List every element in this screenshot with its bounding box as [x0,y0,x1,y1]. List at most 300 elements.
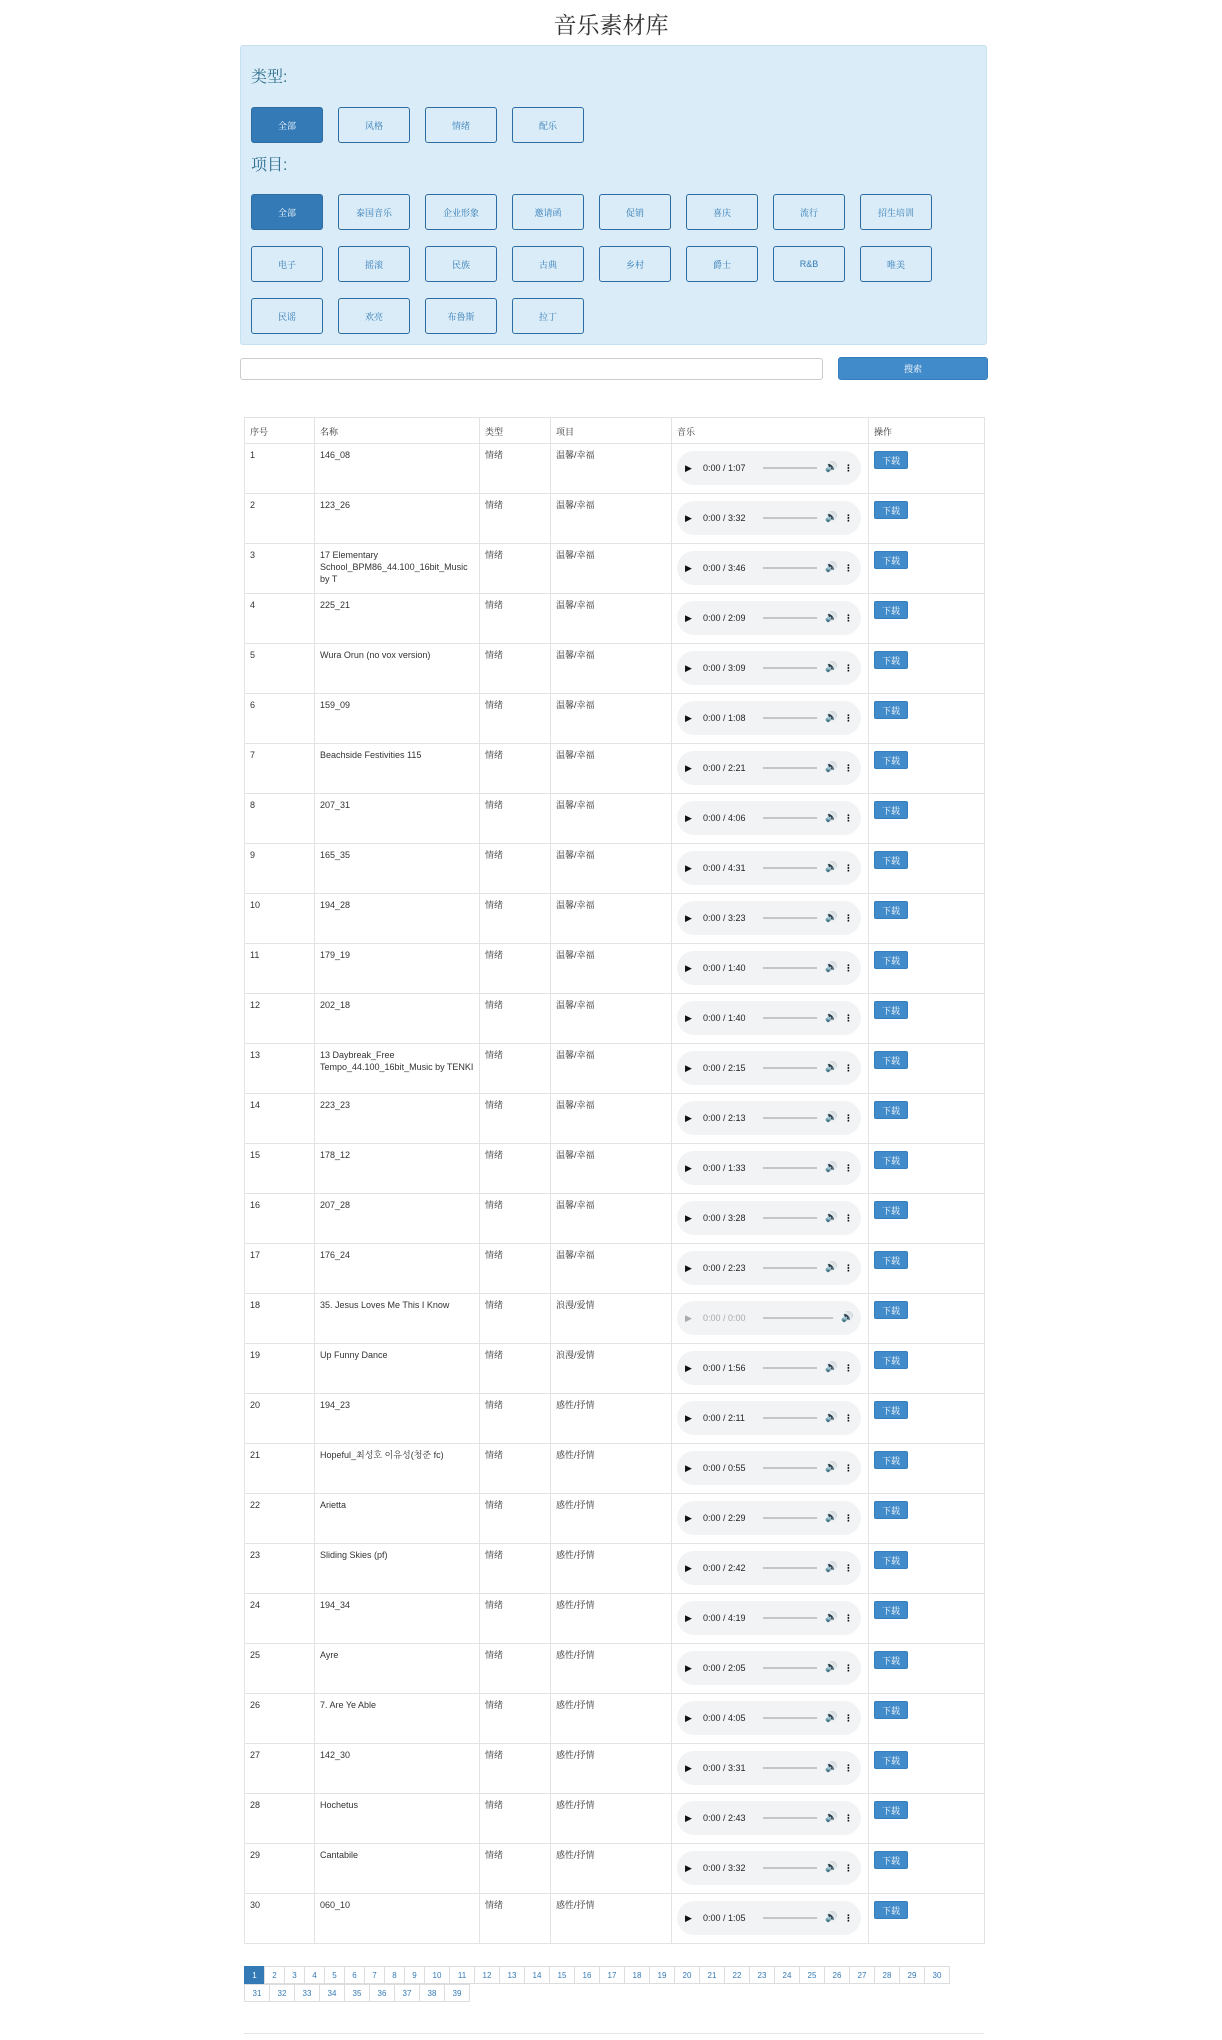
volume-icon[interactable]: 🔊 [825,512,838,523]
volume-icon[interactable]: 🔊 [825,1012,838,1023]
page-link[interactable]: 17 [599,1966,625,1984]
download-button[interactable]: 下载 [874,1551,908,1569]
play-icon[interactable]: ▶ [685,1763,692,1773]
row-name: 146_08 [315,444,480,494]
row-action [869,1394,985,1444]
more-options-icon[interactable]: ⋮ [844,1713,853,1723]
page-link[interactable]: 32 [269,1984,295,2002]
audio-progress-track[interactable] [763,1617,817,1619]
page-link[interactable]: 10 [424,1966,450,1984]
volume-icon[interactable]: 🔊 [825,1812,838,1823]
audio-progress-track[interactable] [763,1517,817,1519]
audio-progress-track[interactable] [763,817,817,819]
download-button[interactable]: 下载 [874,1901,908,1919]
row-type: 情绪 [480,1544,551,1594]
page-link[interactable]: 14 [524,1966,550,1984]
download-button[interactable]: 下载 [874,951,908,969]
play-icon[interactable]: ▶ [685,1563,692,1573]
search-input[interactable] [240,358,823,380]
volume-icon[interactable]: 🔊 [825,1612,838,1623]
project-filter-chip[interactable]: 民族 [425,246,497,282]
audio-player[interactable] [677,1401,861,1435]
audio-player[interactable] [677,1751,861,1785]
volume-icon[interactable]: 🔊 [825,1512,838,1523]
more-options-icon[interactable]: ⋮ [844,813,853,823]
audio-player[interactable] [677,1501,861,1535]
audio-time: 0:00 / 1:07 [703,463,746,473]
row-music [672,694,869,744]
audio-progress-track[interactable] [763,1317,833,1319]
audio-progress-track[interactable] [763,1467,817,1469]
page-link[interactable]: 22 [724,1966,750,1984]
row-project: 温馨/幸福 [551,894,672,944]
page-link[interactable]: 25 [799,1966,825,1984]
download-button[interactable]: 下载 [874,751,908,769]
project-filter-chip[interactable]: 爵士 [686,246,758,282]
project-filter-chip[interactable]: 欢亮 [338,298,410,334]
page-link[interactable]: 36 [369,1984,395,2002]
audio-progress-track[interactable] [763,967,817,969]
download-button[interactable]: 下载 [874,1501,908,1519]
play-icon[interactable]: ▶ [685,1363,692,1373]
volume-icon[interactable]: 🔊 [825,1712,838,1723]
page-link[interactable]: 9 [404,1966,425,1984]
play-icon[interactable]: ▶ [685,763,692,773]
header-name: 名称 [315,418,480,444]
more-options-icon[interactable]: ⋮ [844,1013,853,1023]
audio-player[interactable] [677,1351,861,1385]
page-link[interactable]: 2 [264,1966,285,1984]
more-options-icon[interactable]: ⋮ [844,913,853,923]
volume-icon[interactable]: 🔊 [825,1362,838,1373]
download-button[interactable]: 下载 [874,1401,908,1419]
audio-progress-track[interactable] [763,1867,817,1869]
download-button[interactable]: 下载 [874,1601,908,1619]
page-link[interactable]: 16 [574,1966,600,1984]
page-link[interactable]: 21 [699,1966,725,1984]
volume-icon[interactable]: 🔊 [825,712,838,723]
page-link[interactable]: 18 [624,1966,650,1984]
more-options-icon[interactable]: ⋮ [844,1213,853,1223]
row-music [672,1544,869,1594]
download-button[interactable]: 下载 [874,901,908,919]
audio-progress-track[interactable] [763,1117,817,1119]
page-link[interactable]: 4 [304,1966,325,1984]
audio-player[interactable] [677,751,861,785]
type-filter-chip[interactable]: 全部 [251,107,323,143]
project-filter-chip[interactable]: 电子 [251,246,323,282]
audio-player[interactable] [677,1601,861,1635]
page-link[interactable]: 3 [284,1966,305,1984]
play-icon[interactable]: ▶ [685,613,692,623]
audio-progress-track[interactable] [763,1067,817,1069]
row-index: 3 [245,544,315,594]
download-button[interactable]: 下载 [874,1801,908,1819]
more-options-icon[interactable]: ⋮ [844,1413,853,1423]
more-options-icon[interactable]: ⋮ [844,513,853,523]
play-icon[interactable]: ▶ [685,1713,692,1723]
row-project: 温馨/幸福 [551,744,672,794]
more-options-icon[interactable]: ⋮ [844,1663,853,1673]
row-index: 12 [245,994,315,1044]
play-icon[interactable]: ▶ [685,1013,692,1023]
page-link[interactable]: 1 [244,1966,265,1984]
page-link[interactable]: 33 [294,1984,320,2002]
download-button[interactable]: 下载 [874,1651,908,1669]
project-filter-chip[interactable]: 古典 [512,246,584,282]
row-name: 17 Elementary School_BPM86_44.100_16bit_Music by T [315,544,480,594]
project-filter-chip[interactable]: 全部 [251,194,323,230]
download-button[interactable]: 下载 [874,1451,908,1469]
audio-player[interactable] [677,701,861,735]
play-icon[interactable]: ▶ [685,1263,692,1273]
audio-player[interactable] [677,1701,861,1735]
volume-icon[interactable]: 🔊 [825,762,838,773]
audio-progress-track[interactable] [763,1417,817,1419]
volume-icon[interactable]: 🔊 [825,662,838,673]
volume-icon[interactable]: 🔊 [825,1662,838,1673]
audio-progress-track[interactable] [763,1217,817,1219]
more-options-icon[interactable]: ⋮ [844,663,853,673]
download-button[interactable]: 下载 [874,1001,908,1019]
page-link[interactable]: 7 [364,1966,385,1984]
row-name: 202_18 [315,994,480,1044]
audio-progress-track[interactable] [763,1817,817,1819]
audio-player[interactable] [677,1801,861,1835]
volume-icon[interactable]: 🔊 [825,812,838,823]
audio-progress-track[interactable] [763,1767,817,1769]
table-row [245,1344,985,1394]
audio-progress-track[interactable] [763,917,817,919]
volume-icon[interactable]: 🔊 [841,1312,854,1323]
play-icon[interactable]: ▶ [685,663,692,673]
play-icon[interactable]: ▶ [685,1163,692,1173]
table-row [245,594,985,644]
audio-player[interactable] [677,1001,861,1035]
project-filter-chip[interactable]: 布鲁斯 [425,298,497,334]
audio-progress-track[interactable] [763,1017,817,1019]
download-button[interactable]: 下载 [874,651,908,669]
download-button[interactable]: 下载 [874,1701,908,1719]
page-link[interactable]: 8 [384,1966,405,1984]
audio-progress-track[interactable] [763,1917,817,1919]
play-icon[interactable]: ▶ [685,1113,692,1123]
audio-player[interactable] [677,1101,861,1135]
download-button[interactable]: 下载 [874,1351,908,1369]
download-button[interactable]: 下载 [874,501,908,519]
row-project: 感性/抒情 [551,1694,672,1744]
more-options-icon[interactable]: ⋮ [844,1563,853,1573]
volume-icon[interactable]: 🔊 [825,1912,838,1923]
project-filter-chip[interactable]: 招生培训 [860,194,932,230]
more-options-icon[interactable]: ⋮ [844,1063,853,1073]
more-options-icon[interactable]: ⋮ [844,1163,853,1173]
row-name: Hopeful_최성호 이유성(청준 fc) [315,1444,480,1494]
volume-icon[interactable]: 🔊 [825,562,838,573]
row-project: 温馨/幸福 [551,1044,672,1094]
play-icon[interactable]: ▶ [685,1863,692,1873]
play-icon[interactable]: ▶ [685,1413,692,1423]
audio-player[interactable] [677,1901,861,1935]
download-button[interactable]: 下载 [874,1201,908,1219]
audio-player[interactable] [677,501,861,535]
audio-progress-track[interactable] [763,717,817,719]
audio-time: 0:00 / 3:32 [703,1863,746,1873]
project-filter-chip[interactable]: 泰国音乐 [338,194,410,230]
more-options-icon[interactable]: ⋮ [844,1513,853,1523]
project-filter-chip[interactable]: 喜庆 [686,194,758,230]
type-filter-chip[interactable]: 配乐 [512,107,584,143]
row-type: 情绪 [480,444,551,494]
audio-progress-track[interactable] [763,667,817,669]
project-filter-chip[interactable]: 民谣 [251,298,323,334]
audio-progress-track[interactable] [763,867,817,869]
download-button[interactable]: 下载 [874,1151,908,1169]
download-button[interactable]: 下载 [874,1051,908,1069]
volume-icon[interactable]: 🔊 [825,1162,838,1173]
table-row [245,1394,985,1444]
audio-time: 0:00 / 3:23 [703,913,746,923]
download-button[interactable]: 下载 [874,851,908,869]
page-link[interactable]: 12 [474,1966,500,1984]
volume-icon[interactable]: 🔊 [825,1562,838,1573]
more-options-icon[interactable]: ⋮ [844,1813,853,1823]
play-icon[interactable]: ▶ [685,563,692,573]
audio-player[interactable] [677,1051,861,1085]
row-project: 感性/抒情 [551,1744,672,1794]
page-link[interactable]: 39 [444,1984,470,2002]
row-project: 温馨/幸福 [551,444,672,494]
row-music [672,444,869,494]
row-project: 感性/抒情 [551,1394,672,1444]
download-button[interactable]: 下载 [874,701,908,719]
more-options-icon[interactable]: ⋮ [844,563,853,573]
page-link[interactable]: 38 [419,1984,445,2002]
page-link[interactable]: 19 [649,1966,675,1984]
volume-icon[interactable]: 🔊 [825,1062,838,1073]
page-link[interactable]: 5 [324,1966,345,1984]
row-index: 13 [245,1044,315,1094]
play-icon[interactable]: ▶ [685,463,692,473]
play-icon[interactable]: ▶ [685,513,692,523]
audio-progress-track[interactable] [763,1667,817,1669]
more-options-icon[interactable]: ⋮ [844,713,853,723]
audio-player[interactable] [677,951,861,985]
audio-player[interactable] [677,801,861,835]
table-row [245,1794,985,1844]
audio-player[interactable] [677,1551,861,1585]
volume-icon[interactable]: 🔊 [825,1762,838,1773]
project-filter-chip[interactable]: 促销 [599,194,671,230]
more-options-icon[interactable]: ⋮ [844,1263,853,1273]
volume-icon[interactable]: 🔊 [825,862,838,873]
play-icon[interactable]: ▶ [685,1063,692,1073]
header-action: 操作 [869,418,985,444]
row-action [869,644,985,694]
page-link[interactable]: 27 [849,1966,875,1984]
type-filter-chip[interactable]: 风格 [338,107,410,143]
row-type: 情绪 [480,1244,551,1294]
search-button[interactable]: 搜索 [838,357,988,380]
audio-progress-track[interactable] [763,467,817,469]
volume-icon[interactable]: 🔊 [825,1462,838,1473]
more-options-icon[interactable]: ⋮ [844,613,853,623]
page-link[interactable]: 34 [319,1984,345,2002]
audio-player[interactable] [677,1451,861,1485]
row-name: 35. Jesus Loves Me This I Know [315,1294,480,1344]
row-index: 20 [245,1394,315,1444]
audio-player[interactable] [677,651,861,685]
project-filter-chip[interactable]: R&B [773,246,845,282]
page-link[interactable]: 24 [774,1966,800,1984]
page-link[interactable]: 37 [394,1984,420,2002]
download-button[interactable]: 下载 [874,451,908,469]
row-action [869,1144,985,1194]
more-options-icon[interactable]: ⋮ [844,1113,853,1123]
audio-progress-track[interactable] [763,1167,817,1169]
row-type: 情绪 [480,844,551,894]
row-project: 温馨/幸福 [551,1194,672,1244]
audio-player[interactable] [677,1851,861,1885]
audio-time: 0:00 / 4:05 [703,1713,746,1723]
row-project: 温馨/幸福 [551,944,672,994]
volume-icon[interactable]: 🔊 [825,1112,838,1123]
row-music [672,1194,869,1244]
play-icon[interactable]: ▶ [685,1663,692,1673]
download-button[interactable]: 下载 [874,1101,908,1119]
page-link[interactable]: 29 [899,1966,925,1984]
play-icon[interactable]: ▶ [685,1913,692,1923]
audio-player[interactable] [677,451,861,485]
project-filter-chip[interactable]: 摇滚 [338,246,410,282]
audio-time: 0:00 / 4:19 [703,1613,746,1623]
play-icon[interactable]: ▶ [685,1463,692,1473]
audio-progress-track[interactable] [763,1717,817,1719]
row-type: 情绪 [480,1394,551,1444]
audio-progress-track[interactable] [763,767,817,769]
row-type: 情绪 [480,644,551,694]
page-link[interactable]: 20 [674,1966,700,1984]
page-link[interactable]: 6 [344,1966,365,1984]
row-type: 情绪 [480,1844,551,1894]
volume-icon[interactable]: 🔊 [825,1412,838,1423]
play-icon[interactable]: ▶ [685,1313,692,1323]
project-filter-chip[interactable]: 乡村 [599,246,671,282]
page-link[interactable]: 35 [344,1984,370,2002]
project-filter-chip[interactable]: 邀请函 [512,194,584,230]
audio-player[interactable] [677,901,861,935]
audio-time: 0:00 / 0:55 [703,1463,746,1473]
download-button[interactable]: 下载 [874,801,908,819]
page-link[interactable]: 11 [449,1966,475,1984]
more-options-icon[interactable]: ⋮ [844,763,853,773]
download-button[interactable]: 下载 [874,601,908,619]
project-filter-chip[interactable]: 流行 [773,194,845,230]
audio-progress-track[interactable] [763,1367,817,1369]
play-icon[interactable]: ▶ [685,1813,692,1823]
row-name: 7. Are Ye Able [315,1694,480,1744]
play-icon[interactable]: ▶ [685,863,692,873]
audio-player[interactable] [677,551,861,585]
download-button[interactable]: 下载 [874,1251,908,1269]
more-options-icon[interactable]: ⋮ [844,963,853,973]
row-music [672,744,869,794]
volume-icon[interactable]: 🔊 [825,962,838,973]
download-button[interactable]: 下载 [874,1851,908,1869]
more-options-icon[interactable]: ⋮ [844,1613,853,1623]
audio-player[interactable] [677,851,861,885]
page-link[interactable]: 15 [549,1966,575,1984]
audio-player[interactable] [677,1301,861,1335]
audio-progress-track[interactable] [763,567,817,569]
volume-icon[interactable]: 🔊 [825,1212,838,1223]
audio-time: 0:00 / 4:31 [703,863,746,873]
more-options-icon[interactable]: ⋮ [844,1463,853,1473]
download-button[interactable]: 下载 [874,1751,908,1769]
project-filter-chip[interactable]: 唯美 [860,246,932,282]
project-filter-chip[interactable]: 拉丁 [512,298,584,334]
page-link[interactable]: 13 [499,1966,525,1984]
more-options-icon[interactable]: ⋮ [844,1863,853,1873]
volume-icon[interactable]: 🔊 [825,1862,838,1873]
audio-progress-track[interactable] [763,1567,817,1569]
play-icon[interactable]: ▶ [685,1513,692,1523]
download-button[interactable]: 下载 [874,551,908,569]
play-icon[interactable]: ▶ [685,713,692,723]
play-icon[interactable]: ▶ [685,963,692,973]
row-index: 1 [245,444,315,494]
play-icon[interactable]: ▶ [685,913,692,923]
download-button[interactable]: 下载 [874,1301,908,1319]
play-icon[interactable]: ▶ [685,813,692,823]
more-options-icon[interactable]: ⋮ [844,463,853,473]
play-icon[interactable]: ▶ [685,1613,692,1623]
page-link[interactable]: 26 [824,1966,850,1984]
type-filter-chip[interactable]: 情绪 [425,107,497,143]
more-options-icon[interactable]: ⋮ [844,1363,853,1373]
volume-icon[interactable]: 🔊 [825,612,838,623]
audio-time: 0:00 / 3:46 [703,563,746,573]
volume-icon[interactable]: 🔊 [825,1262,838,1273]
page-link[interactable]: 28 [874,1966,900,1984]
more-options-icon[interactable]: ⋮ [844,863,853,873]
audio-player[interactable] [677,1651,861,1685]
volume-icon[interactable]: 🔊 [825,462,838,473]
table-row [245,1894,985,1944]
page-link[interactable]: 23 [749,1966,775,1984]
audio-player[interactable] [677,1151,861,1185]
more-options-icon[interactable]: ⋮ [844,1913,853,1923]
row-music [672,1744,869,1794]
audio-player[interactable] [677,601,861,635]
row-project: 浪漫/爱情 [551,1344,672,1394]
more-options-icon[interactable]: ⋮ [844,1763,853,1773]
page-link[interactable]: 30 [924,1966,950,1984]
row-action [869,1544,985,1594]
audio-player[interactable] [677,1251,861,1285]
row-type: 情绪 [480,1094,551,1144]
audio-progress-track[interactable] [763,517,817,519]
volume-icon[interactable]: 🔊 [825,912,838,923]
row-index: 9 [245,844,315,894]
page-link[interactable]: 31 [244,1984,270,2002]
project-filter-chip[interactable]: 企业形象 [425,194,497,230]
audio-progress-track[interactable] [763,1267,817,1269]
audio-player[interactable] [677,1201,861,1235]
play-icon[interactable]: ▶ [685,1213,692,1223]
audio-progress-track[interactable] [763,617,817,619]
table-row [245,694,985,744]
